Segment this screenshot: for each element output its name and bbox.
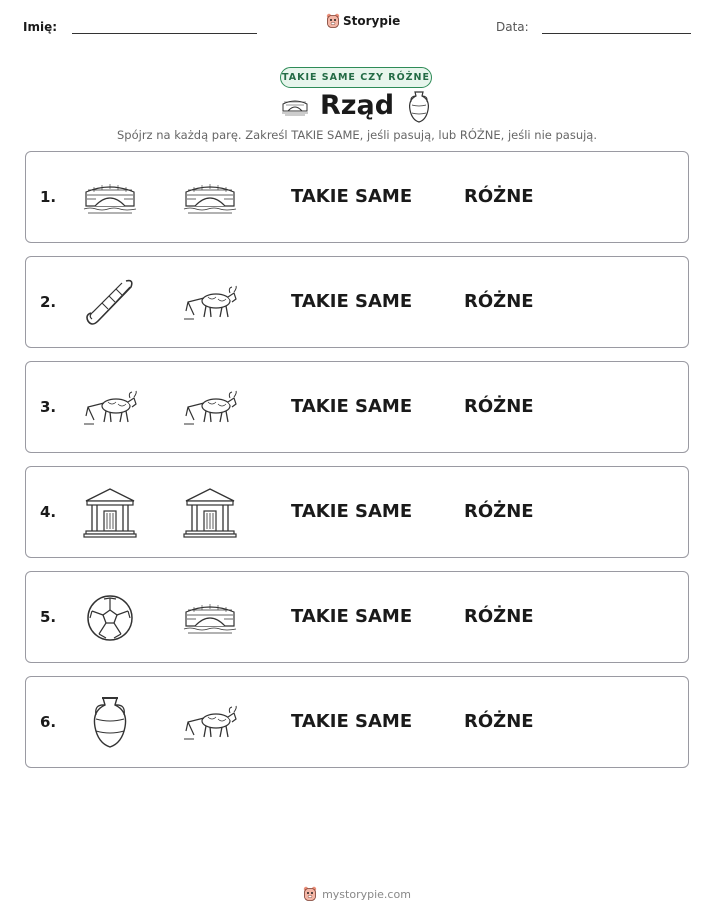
temple-icon [182, 485, 238, 541]
row-number: 5. [40, 608, 57, 626]
bridge-icon [182, 170, 238, 226]
option-different[interactable]: RÓŻNE [464, 186, 534, 207]
option-different[interactable]: RÓŻNE [464, 606, 534, 627]
row-number: 4. [40, 503, 57, 521]
ox-plow-icon [182, 275, 238, 331]
sled-icon [82, 275, 138, 331]
option-same[interactable]: TAKIE SAME [291, 396, 413, 417]
option-different[interactable]: RÓŻNE [464, 711, 534, 732]
amphora-icon [82, 695, 138, 751]
soccer-ball-icon [82, 590, 138, 646]
option-different[interactable]: RÓŻNE [464, 291, 534, 312]
row-number: 6. [40, 713, 57, 731]
temple-icon [82, 485, 138, 541]
option-same[interactable]: TAKIE SAME [291, 291, 413, 312]
ox-plow-icon [182, 695, 238, 751]
date-line[interactable] [542, 33, 691, 34]
name-label: Imię: [23, 20, 58, 34]
pair-row-6 [25, 676, 689, 768]
row-number: 2. [40, 293, 57, 311]
instructions: Spójrz na każdą parę. Zakreśl TAKIE SAME, jeśli pasują, lub RÓŻNE, jeśli nie pasują. [116, 128, 598, 142]
mascot-icon [326, 13, 340, 29]
pair-row-3 [25, 361, 689, 453]
option-same[interactable]: TAKIE SAME [291, 501, 413, 522]
page-title: Rząd [319, 90, 395, 121]
pair-row-1 [25, 151, 689, 243]
ox-plow-icon [182, 380, 238, 436]
ox-plow-icon [82, 380, 138, 436]
pair-row-2 [25, 256, 689, 348]
footer [0, 886, 714, 902]
date-label: Data: [496, 20, 529, 34]
logo-text: Storypie [343, 14, 401, 28]
option-same[interactable]: TAKIE SAME [291, 711, 413, 732]
option-same[interactable]: TAKIE SAME [291, 186, 413, 207]
pair-row-4 [25, 466, 689, 558]
storypie-logo [326, 13, 400, 29]
amphora-icon [406, 90, 432, 124]
option-different[interactable]: RÓŻNE [464, 396, 534, 417]
option-different[interactable]: RÓŻNE [464, 501, 534, 522]
name-line[interactable] [72, 33, 257, 34]
footer-url[interactable]: mystorypie.com [322, 887, 411, 901]
row-number: 1. [40, 188, 57, 206]
option-same[interactable]: TAKIE SAME [291, 606, 413, 627]
bridge-icon [82, 170, 138, 226]
row-number: 3. [40, 398, 57, 416]
category-badge: TAKIE SAME CZY RÓŻNE [280, 67, 432, 88]
bridge-icon [182, 590, 238, 646]
mascot-icon [303, 886, 317, 902]
pair-row-5 [25, 571, 689, 663]
